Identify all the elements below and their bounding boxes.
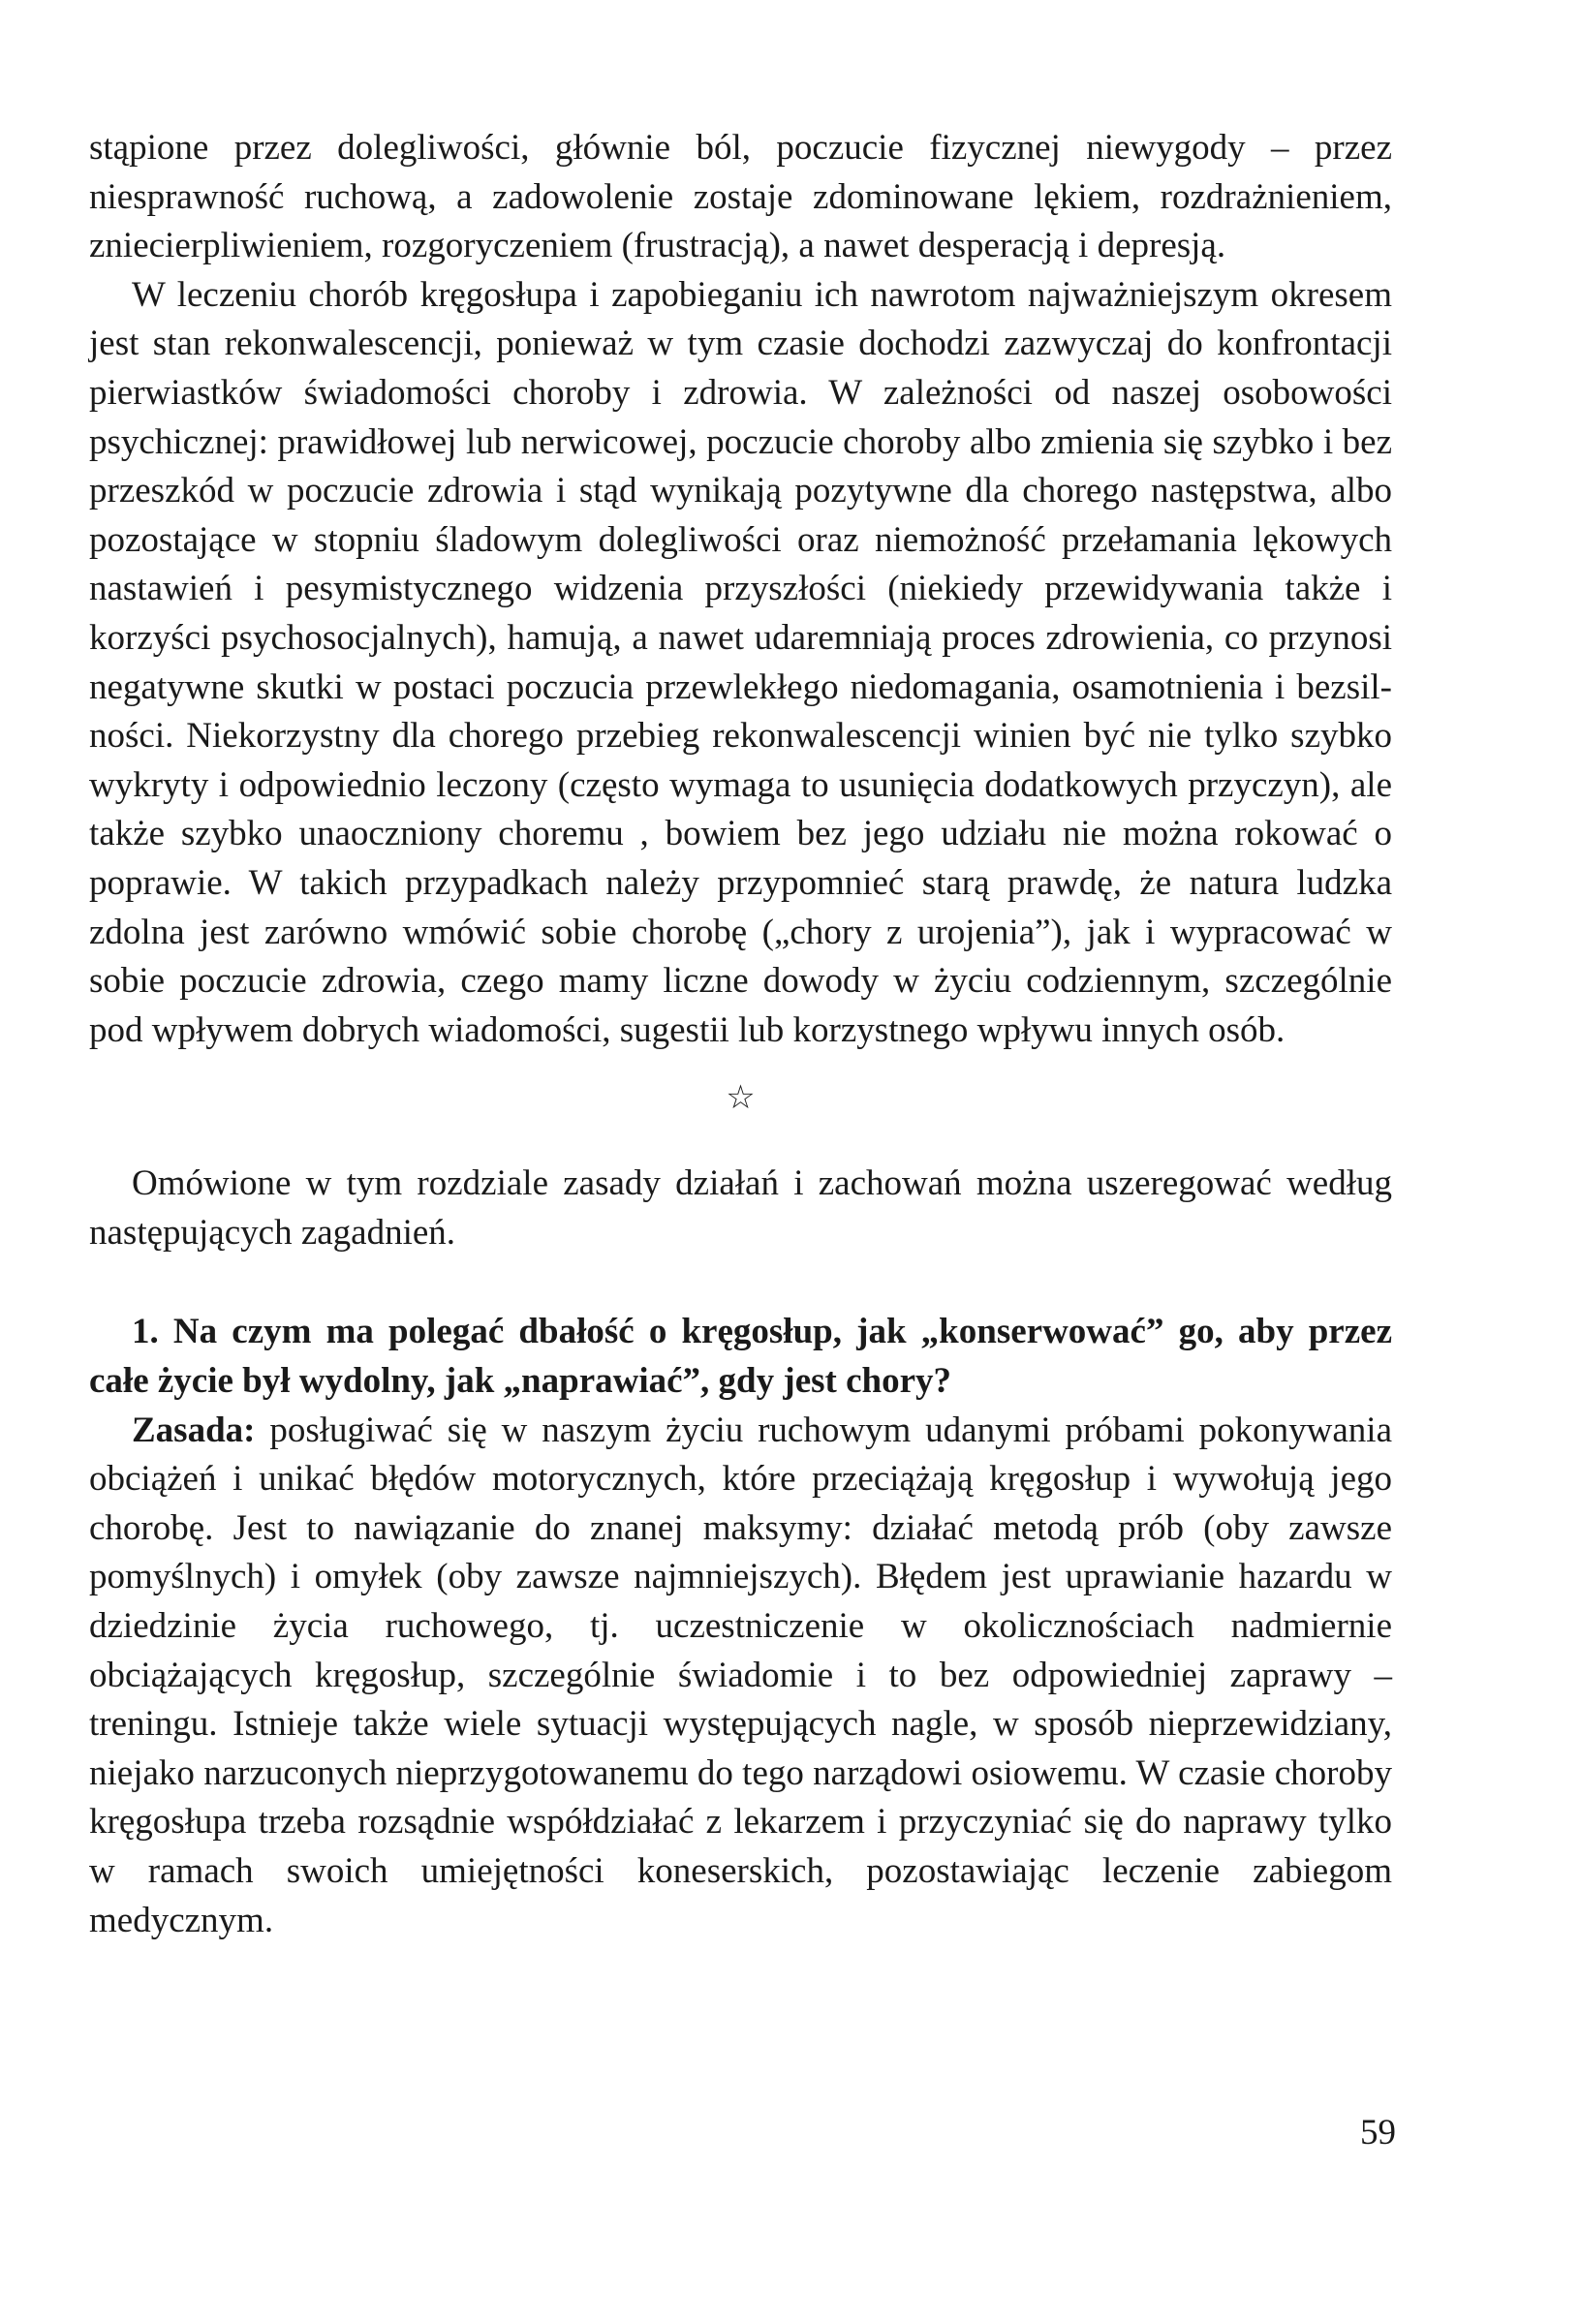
paragraph-principle — [89, 1407, 1392, 1946]
page-number: 59 — [1360, 2113, 1396, 2153]
paragraph-convalescence: W leczeniu chorób kręgosłupa i zapobieganiu ich nawrotom najważniejszym okresem jest stan rekonwalescencji, ponieważ w tym czasie dochodzi zazwyczaj do konfrontacji pierwiastków świadomości choroby i zdrowia. W zależności od naszej osobowości psychicznej: prawidłowej lub nerwicowej, poczucie choroby albo zmienia się szybko i bez przeszkód w poczucie zdrowia i stąd wynikają pozytywne dla chorego następstwa, albo pozostające w stopniu śladowym dolegliwości oraz niemożność przełamania lękowych nastawień i pesymistycznego widzenia przyszłości (niekiedy przewidywania także i korzyści psychosocjalnych), hamują, a nawet udaremniają proces zdrowienia, co przynosi negatywne skutki w postaci poczucia przewlekłego niedomagania, osamotnienia i bezsilności. Niekorzystny dla chorego przebieg rekonwalescencji winien być nie tylko szybko wykryty i odpowiednio leczony (często wymaga to usunięcia dodatkowych przyczyn), ale także szybko unaoczniony choremu , bowiem bez jego udziału nie można rokować o poprawie. W takich przypadkach należy przypomnieć starą prawdę, że natura ludzka zdolna jest zarówno wmówić sobie chorobę („chory z urojenia”), jak i wypracować w sobie poczucie zdrowia, czego mamy liczne dowody w życiu codziennym, szczególnie pod wpływem dobrych wiadomości, sugestii lub korzystnego wpływu innych osób. — [89, 274, 1392, 1050]
principle-label: Zasada: — [132, 1410, 256, 1450]
paragraph-summary-intro: Omówione w tym rozdziale zasady działań i zachowań można uszeregować według następujących zagadnień. — [89, 1163, 1392, 1253]
question-heading: 1. Na czym ma polegać dbałość o kręgosłup, jak „konserwować” go, aby przez całe życie był wydolny, jak „naprawiać”, gdy jest chory? — [89, 1312, 1392, 1402]
page-body — [89, 124, 1392, 1945]
section-separator-star: ☆ — [726, 1080, 756, 1117]
principle-text: posługiwać się w naszym życiu ruchowym udanymi próbami pokonywania obciążeń i unikać błędów motorycznych, które przeciążają kręgosłup i wywołują jego chorobę. Jest to nawiązanie do znanej maksymy: działać metodą prób (oby zawsze pomyślnych) i omyłek (oby zawsze najmniejszych). Błędem jest uprawianie hazardu w dziedzinie życia ruchowego, tj. uczestniczenie w okolicznościach nadmiernie obciążających kręgosłup, szczególnie świadomie i to bez odpowiedniej zaprawy – treningu. Istnieje także wiele sytuacji występujących nagle, w sposób nieprzewidziany, niejako narzuconych nieprzygotowanemu do tego narządowi osiowemu. W czasie choroby kręgosłupa trzeba rozsądnie współdziałać z lekarzem i przyczyniać się do naprawy tylko w ramach swoich umiejętności koneserskich, pozostawiając leczenie zabiegom medycznym. — [89, 1410, 1392, 1940]
paragraph-continuation: stąpione przez dolegliwości, głównie ból, poczucie fizycznej niewygody – przez niesprawność ruchową, a zadowolenie zostaje zdominowane lękiem, rozdrażnieniem, zniecierpliwieniem, rozgoryczeniem (frustracją), a nawet desperacją i depresją. — [89, 128, 1392, 266]
